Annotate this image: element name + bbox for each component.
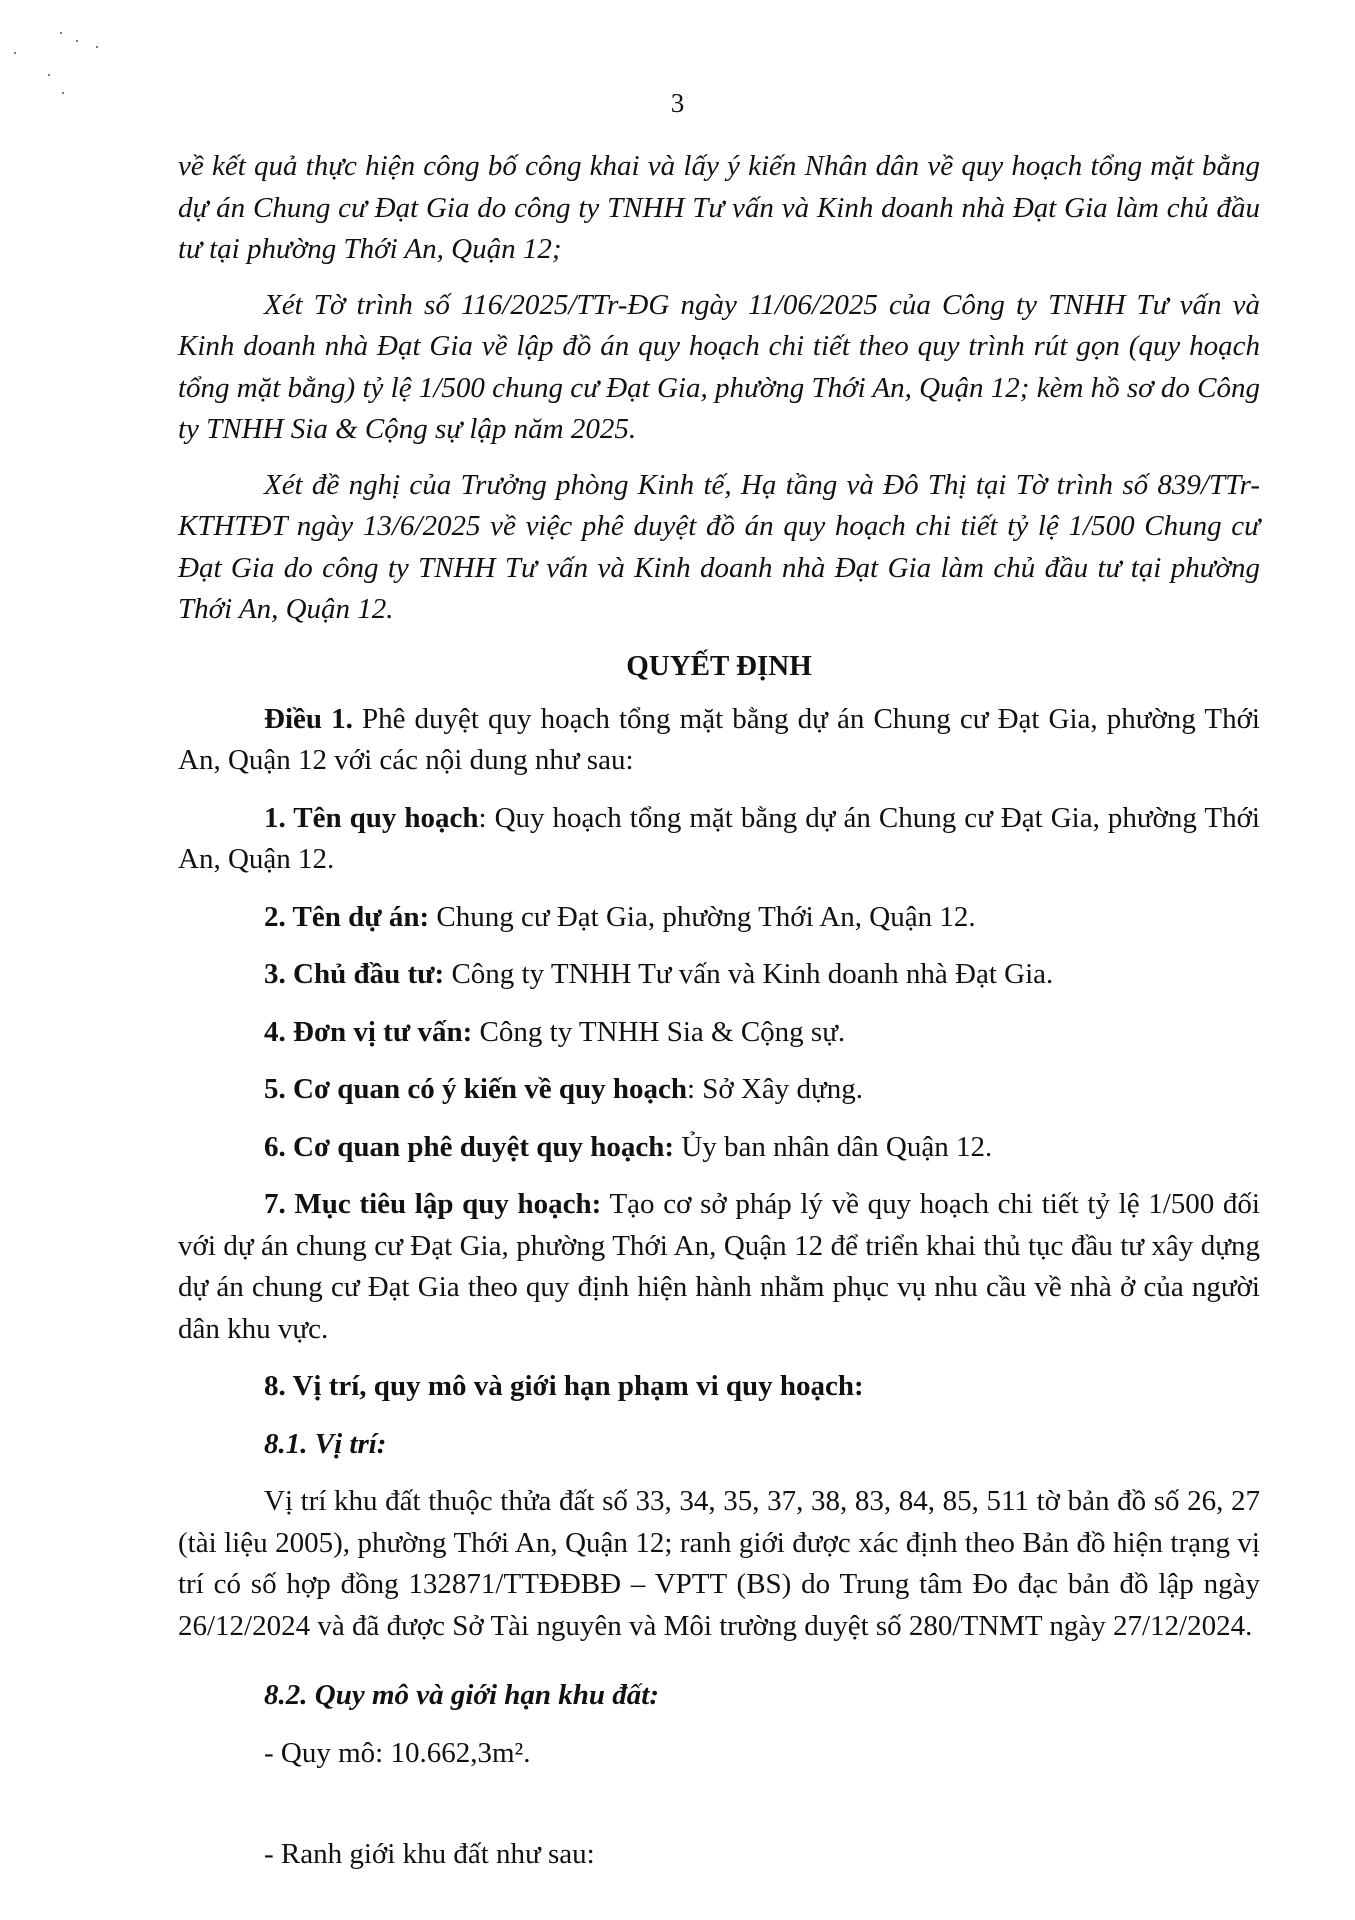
section-8-1-text: Vị trí khu đất thuộc thửa đất số 33, 34, 35, 37, 38, 83, 84, 85, 511 tờ bản đồ số 26, 27 (tài liệu 2005), phường Thới An, Quận 12; ranh giới được xác định theo Bản đồ hiện trạng vị trí có số hợp đồng 132871/TTĐĐBĐ – VPTT (BS) do Trung tâm Đo đạc bản đồ lập ngày 26/12/2024 và đã được Sở Tài nguyên và Môi trường duyệt số 280/TNMT ngày 27/12/2024. <box>178 1485 1260 1642</box>
section-8-1-title-text: 8.1. Vị trí: <box>264 1427 387 1460</box>
item-4-text: Công ty TNHH Sia & Cộng sự. <box>472 1015 846 1048</box>
item-6-label: 6. Cơ quan phê duyệt quy hoạch: <box>264 1130 675 1163</box>
page-number: 3 <box>670 88 685 118</box>
scan-speck <box>14 52 16 54</box>
article-1-label: Điều 1. <box>264 702 353 735</box>
item-2-label: 2. Tên dự án: <box>264 900 430 933</box>
section-8-title-text: 8. Vị trí, quy mô và giới hạn phạm vi quy hoạch: <box>264 1370 864 1402</box>
scan-speck <box>48 74 50 76</box>
item-2-text: Chung cư Đạt Gia, phường Thới An, Quận 12. <box>429 900 976 933</box>
item-6 <box>178 1127 1260 1169</box>
section-8-title <box>178 1366 1260 1408</box>
scan-speck <box>76 40 78 42</box>
scan-speck <box>96 46 98 48</box>
consideration-2: Xét đề nghị của Trưởng phòng Kinh tế, Hạ tầng và Đô Thị tại Tờ trình số 839/TTr-KTHTĐT ngày 13/6/2025 về việc phê duyệt đồ án quy hoạch chi tiết tỷ lệ 1/500 Chung cư Đạt Gia do công ty TNHH Tư vấn và Kinh doanh nhà Đạt Gia làm chủ đầu tư tại phường Thới An, Quận 12. <box>178 468 1260 625</box>
item-4-label: 4. Đơn vị tư vấn: <box>264 1015 473 1048</box>
section-8-2-title-text: 8.2. Quy mô và giới hạn khu đất: <box>264 1679 660 1711</box>
item-3-label: 3. Chủ đầu tư: <box>264 958 445 990</box>
article-1-text: Phê duyệt quy hoạch tổng mặt bằng dự án Chung cư Đạt Gia, phường Thới An, Quận 12 với các nội dung như sau: <box>178 702 1260 776</box>
section-8-1-title <box>178 1424 1260 1466</box>
item-1 <box>178 798 1260 881</box>
item-3-text: Công ty TNHH Tư vấn và Kinh doanh nhà Đạt Gia. <box>444 958 1054 990</box>
item-2 <box>178 897 1260 939</box>
article-1 <box>178 699 1260 782</box>
item-1-text: : Quy hoạch tổng mặt bằng dự án Chung cư Đạt Gia, phường Thới An, Quận 12. <box>178 801 1260 875</box>
item-3 <box>178 954 1260 996</box>
item-5 <box>178 1069 1260 1111</box>
scan-speck <box>60 32 62 34</box>
scale-text: - Quy mô: 10.662,3m². <box>264 1736 531 1769</box>
section-8-2-title <box>178 1675 1260 1717</box>
consideration-1: Xét Tờ trình số 116/2025/TTr-ĐG ngày 11/06/2025 của Công ty TNHH Tư vấn và Kinh doanh nhà Đạt Gia về lập đồ án quy hoạch chi tiết theo quy trình rút gọn (quy hoạch tổng mặt bằng) tỷ lệ 1/500 chung cư Đạt Gia, phường Thới An, Quận 12; kèm hồ sơ do Công ty TNHH Sia & Cộng sự lập năm 2025. <box>178 288 1260 445</box>
document-body <box>178 146 1260 1876</box>
decision-heading: QUYẾT ĐỊNH <box>626 649 812 682</box>
item-5-label: 5. Cơ quan có ý kiến về quy hoạch <box>264 1073 687 1105</box>
item-4 <box>178 1012 1260 1054</box>
intro-continuation: về kết quả thực hiện công bố công khai và lấy ý kiến Nhân dân về quy hoạch tổng mặt bằng dự án Chung cư Đạt Gia do công ty TNHH Tư vấn và Kinh doanh nhà Đạt Gia làm chủ đầu tư tại phường Thới An, Quận 12; <box>178 150 1260 265</box>
item-6-text: Ủy ban nhân dân Quận 12. <box>674 1130 993 1163</box>
item-7 <box>178 1184 1260 1350</box>
item-5-text: : Sở Xây dựng. <box>686 1073 864 1105</box>
boundary-text: - Ranh giới khu đất như sau: <box>264 1838 595 1870</box>
item-7-label: 7. Mục tiêu lập quy hoạch: <box>264 1188 602 1220</box>
item-7-text: Tạo cơ sở pháp lý về quy hoạch chi tiết tỷ lệ 1/500 đối với dự án chung cư Đạt Gia, phường Thới An, Quận 12 để triển khai thủ tục đầu tư xây dựng dự án chung cư Đạt Gia theo quy định hiện hành nhằm phục vụ nhu cầu về nhà ở của người dân khu vực. <box>178 1188 1260 1345</box>
item-1-label: 1. Tên quy hoạch <box>264 801 479 834</box>
